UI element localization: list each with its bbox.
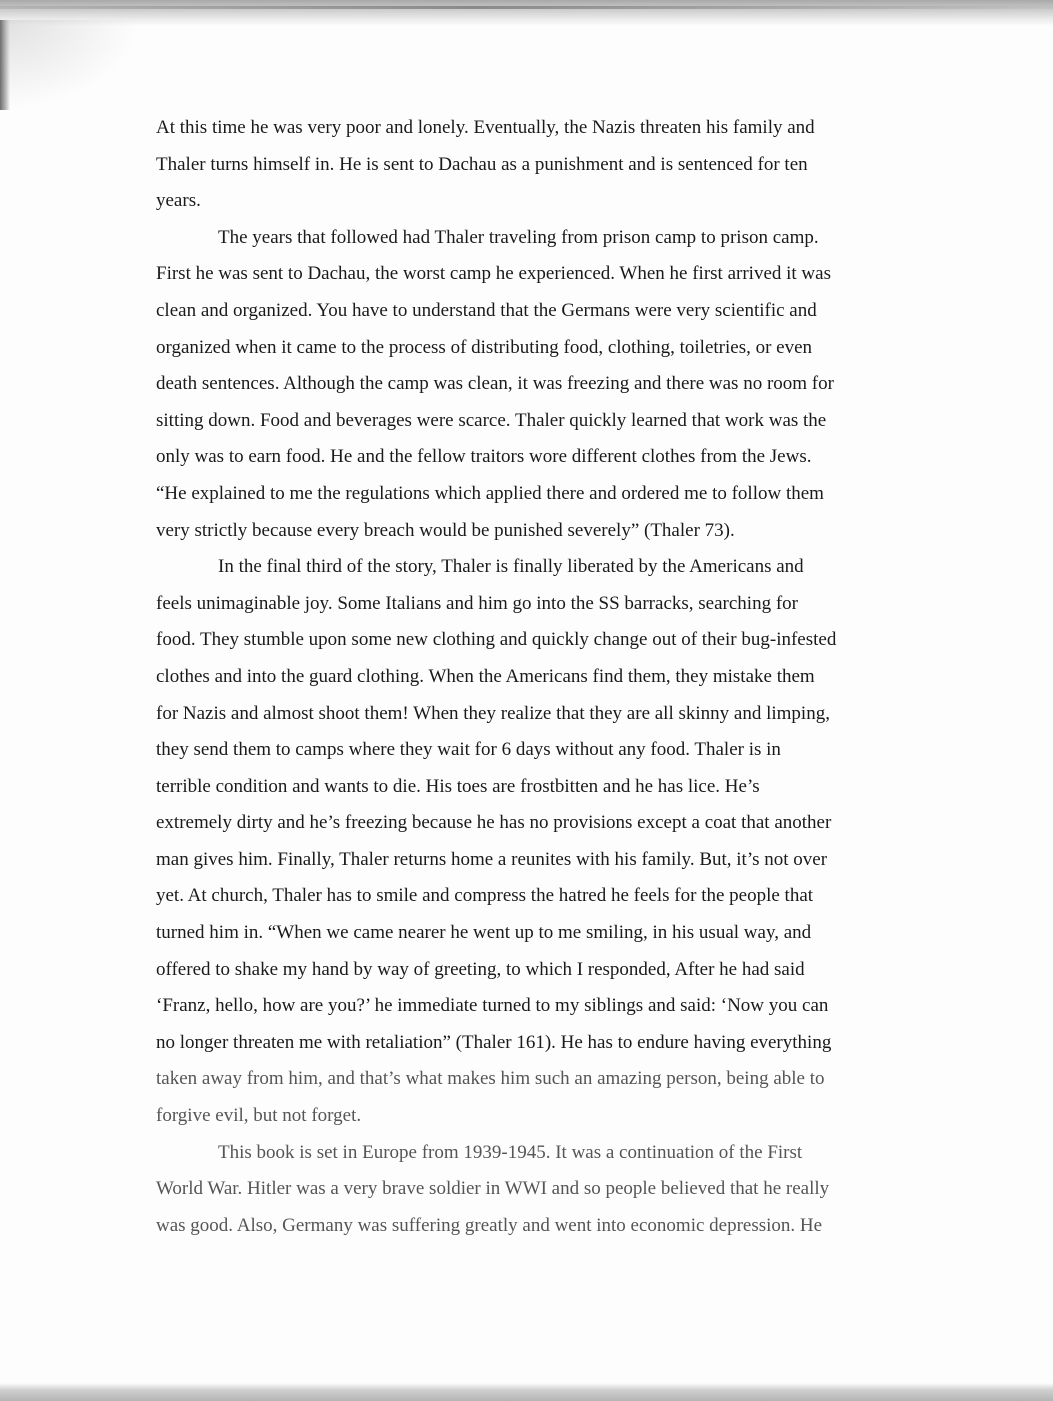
text-line: First he was sent to Dachau, the worst camp he experienced. When he first arrived it was — [156, 263, 831, 285]
text-line: death sentences. Although the camp was clean, it was freezing and there was no room for — [156, 373, 834, 395]
text-line: sitting down. Food and beverages were scarce. Thaler quickly learned that work was the — [156, 409, 827, 431]
text-line: only was to earn food. He and the fellow traitors wore different clothes from the Jews. — [156, 446, 812, 468]
text-line: no longer threaten me with retaliation” (Thaler 161). He has to endure having everything — [156, 1031, 832, 1053]
text-line: yet. At church, Thaler has to smile and compress the hatred he feels for the people that — [156, 885, 814, 907]
scan-top-shadow — [0, 0, 1053, 26]
text-line: Thaler turns himself in. He is sent to Dachau as a punishment and is sentenced for ten — [156, 153, 808, 175]
scan-bottom-shadow — [0, 1383, 1053, 1401]
text-line: The years that followed had Thaler traveling from prison camp to prison camp. — [218, 226, 819, 248]
paragraph-2 — [156, 220, 916, 549]
text-line: forgive evil, but not forget. — [156, 1105, 362, 1127]
paragraph-1 — [156, 110, 916, 220]
text-line: clothes and into the guard clothing. When the Americans find them, they mistake them — [156, 665, 815, 687]
text-line: In the final third of the story, Thaler is finally liberated by the Americans and — [218, 556, 804, 578]
text-line: man gives him. Finally, Thaler returns home a reunites with his family. But, it’s not over — [156, 848, 828, 870]
scan-top-streak — [0, 6, 1053, 9]
text-line: At this time he was very poor and lonely. Eventually, the Nazis threaten his family and — [156, 117, 815, 138]
text-line: feels unimaginable joy. Some Italians and him go into the SS barracks, searching for — [156, 592, 798, 614]
text-line: organized when it came to the process of distributing food, clothing, toiletries, or even — [156, 336, 813, 358]
text-line: very strictly because every breach would be punished severely” (Thaler 73). — [156, 519, 735, 541]
text-line: food. They stumble upon some new clothing and quickly change out of their bug-infested — [156, 629, 837, 651]
text-line: extremely dirty and he’s freezing because he has no provisions except a coat that another — [156, 812, 832, 834]
text-line: they send them to camps where they wait for 6 days without any food. Thaler is in — [156, 739, 781, 761]
paragraph-3 — [156, 549, 916, 1135]
text-line: “He explained to me the regulations which applied there and ordered me to follow them — [156, 482, 824, 504]
text-line: was good. Also, Germany was suffering greatly and went into economic depression. He — [156, 1214, 823, 1236]
text-line: ‘Franz, hello, how are you?’ he immediate turned to my siblings and said: ‘Now you can — [156, 995, 829, 1017]
scan-corner-shadow — [0, 20, 140, 110]
text-line: clean and organized. You have to understand that the Germans were very scientific and — [156, 299, 817, 321]
text-line: taken away from him, and that’s what makes him such an amazing person, being able to — [156, 1068, 825, 1090]
text-line: This book is set in Europe from 1939-1945. It was a continuation of the First — [218, 1141, 803, 1163]
text-line: turned him in. “When we came nearer he went up to me smiling, in his usual way, and — [156, 922, 812, 944]
text-line: for Nazis and almost shoot them! When they realize that they are all skinny and limping, — [156, 702, 830, 724]
scan-left-shadow — [0, 20, 10, 110]
text-line: offered to shake my hand by way of greeting, to which I responded, After he had said — [156, 958, 805, 980]
essay-text — [156, 110, 916, 1244]
text-line: terrible condition and wants to die. His toes are frostbitten and he has lice. He’s — [156, 775, 760, 797]
text-line: World War. Hitler was a very brave soldier in WWI and so people believed that he really — [156, 1178, 830, 1200]
text-line: years. — [156, 190, 201, 212]
paragraph-4 — [156, 1135, 916, 1245]
